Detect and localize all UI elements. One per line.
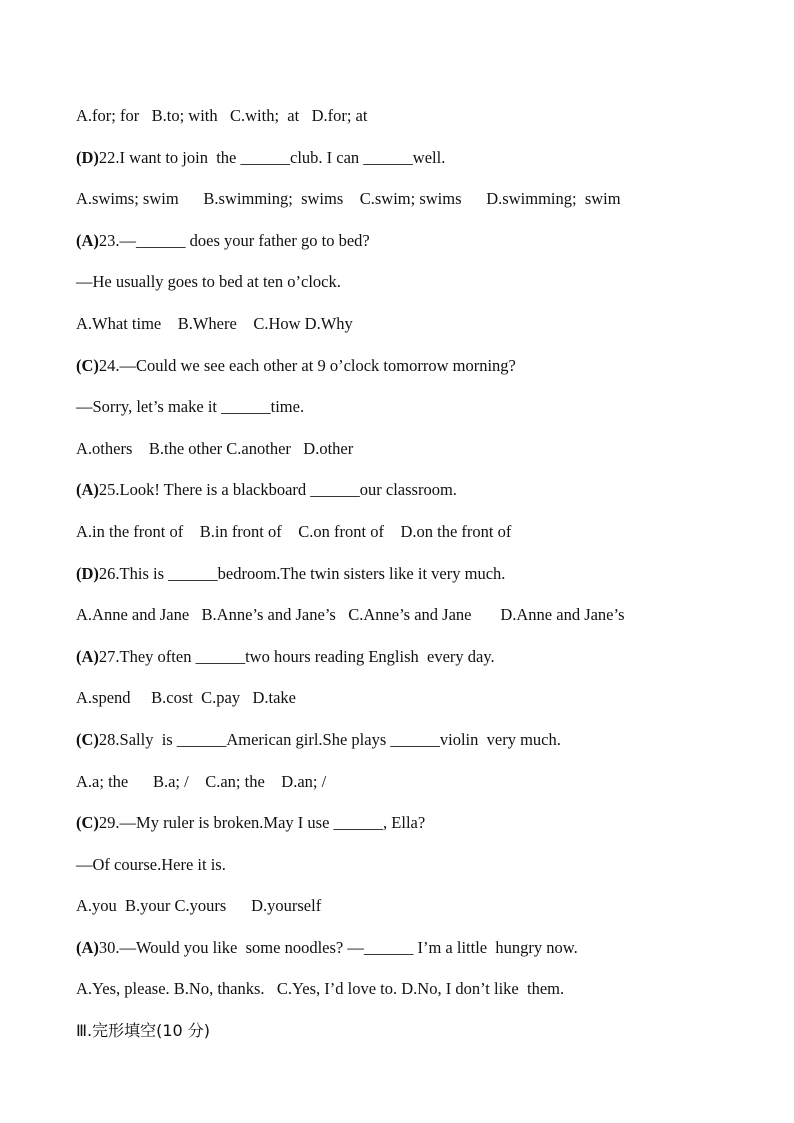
line-text: —Sorry, let’s make it ______time.	[76, 397, 305, 417]
line-text: 29.—My ruler is broken.May I use ______, Ella?	[98, 813, 426, 833]
line-text: A.Yes, please. B.No, thanks. C.Yes, I’d love to. D.No, I don’t like them.	[76, 979, 565, 999]
line-text: A.What time B.Where C.How D.Why	[76, 313, 353, 333]
line-text: A.others B.the other C.another D.other	[76, 438, 354, 458]
question-line	[76, 354, 736, 396]
option-line	[76, 603, 736, 645]
option-line	[76, 770, 736, 812]
dialogue-line	[76, 853, 736, 895]
question-line	[76, 146, 736, 188]
answer-key: (C)	[76, 813, 99, 833]
question-line	[76, 811, 736, 853]
line-text: A.you B.your C.yours D.yourself	[76, 896, 322, 916]
question-line	[76, 936, 736, 978]
line-text: —Of course.Here it is.	[76, 854, 226, 874]
line-text: A.a; the B.a; / C.an; the D.an; /	[76, 771, 327, 791]
option-line	[76, 977, 736, 1019]
option-line	[76, 104, 736, 146]
line-text: 28.Sally is ______American girl.She plays ______violin very much.	[98, 729, 561, 749]
option-line	[76, 520, 736, 562]
answer-key: (C)	[76, 729, 99, 749]
line-text: —He usually goes to bed at ten o’clock.	[76, 272, 341, 292]
question-line	[76, 728, 736, 770]
answer-key: (C)	[76, 355, 99, 375]
line-text: A.for; for B.to; with C.with; at D.for; at	[76, 106, 368, 125]
document-page	[76, 104, 736, 1061]
option-line	[76, 437, 736, 479]
section-heading: Ⅲ.完形填空(10 分)	[76, 1021, 211, 1041]
line-text: 30.—Would you like some noodles? —______ I’m a little hungry now.	[98, 937, 578, 957]
option-line	[76, 187, 736, 229]
line-text: 26.This is ______bedroom.The twin sisters like it very much.	[98, 563, 506, 583]
line-text: 24.—Could we see each other at 9 o’clock tomorrow morning?	[98, 355, 516, 375]
line-text: 22.I want to join the ______club. I can ______well.	[98, 147, 446, 167]
answer-key: (A)	[76, 937, 99, 957]
dialogue-line	[76, 395, 736, 437]
line-text: 27.They often ______two hours reading English every day.	[98, 646, 495, 666]
line-text: A.spend B.cost C.pay D.take	[76, 688, 296, 708]
answer-key: (D)	[76, 147, 99, 167]
answer-key: (A)	[76, 480, 99, 500]
line-text: A.swims; swim B.swimming; swims C.swim; swims D.swimming; swim	[76, 189, 621, 209]
option-line	[76, 312, 736, 354]
option-line	[76, 894, 736, 936]
line-text: A.Anne and Jane B.Anne’s and Jane’s C.Anne’s and Jane D.Anne and Jane’s	[76, 605, 625, 625]
question-line	[76, 229, 736, 271]
answer-key: (D)	[76, 563, 99, 583]
line-text: 25.Look! There is a blackboard ______our classroom.	[98, 480, 457, 500]
question-line	[76, 645, 736, 687]
question-line	[76, 562, 736, 604]
line-text: 23.—______ does your father go to bed?	[98, 230, 370, 250]
answer-key: (A)	[76, 230, 99, 250]
dialogue-line	[76, 270, 736, 312]
line-text: A.in the front of B.in front of C.on front of D.on the front of	[76, 521, 512, 541]
question-line	[76, 478, 736, 520]
answer-key: (A)	[76, 646, 99, 666]
option-line	[76, 686, 736, 728]
